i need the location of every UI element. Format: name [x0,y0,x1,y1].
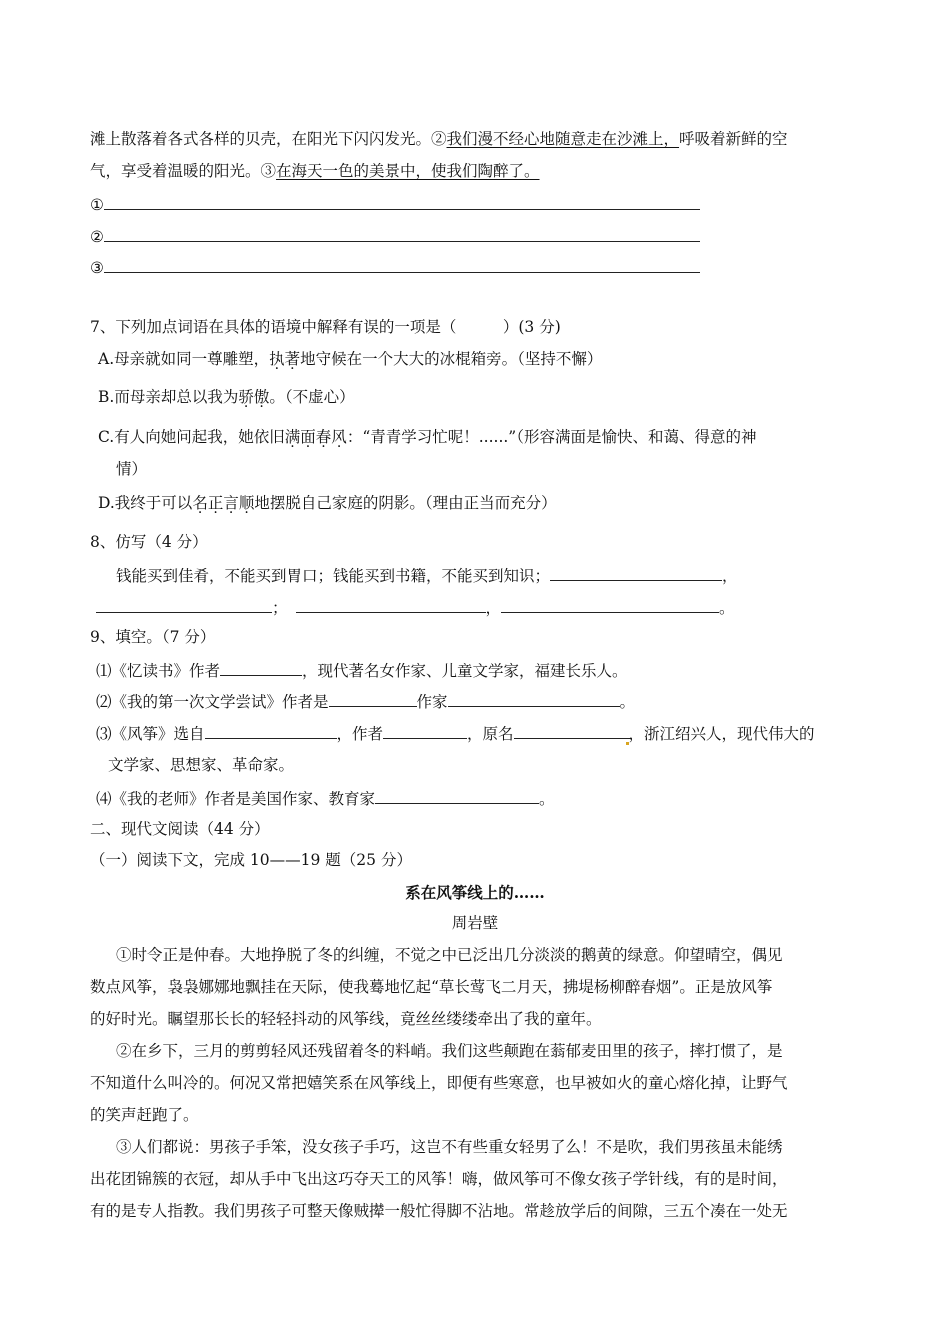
dotted-char: 满 [284,428,301,446]
fill-blank[interactable] [383,722,467,739]
punct: ， [722,567,738,585]
q9-item-3-cont: 文学家、思想家、革命家。 [108,756,295,774]
q9-item-1 [96,659,628,682]
option-text: ：“青青学习忙呢！......”（形容满面是愉快、和蔼、得意的神 [346,428,757,446]
q9-text: ，浙江绍兴人，现代伟大的 [628,725,815,743]
q7-option-d [98,492,557,514]
punct: ； [272,599,288,617]
para-3-line: ③人们都说：男孩子手笨，没女孩子手巧，这岂不有些重女轻男了么！不是吹，我们男孩虽未能绣 [116,1138,783,1156]
q6-answer-2 [90,225,700,248]
q9-stem: 9、填空。（7 分） [90,628,216,646]
option-text: 地摆脱自己家庭的阴影。（理由正当而充分） [254,494,557,512]
q7-option-c [98,426,756,448]
reading-instruction: （一）阅读下文，完成 10——19 题（25 分） [90,851,412,869]
para-1-line: ①时令正是仲春。大地挣脱了冬的纠缠，不觉之中已泛出几分淡淡的鹅黄的绿意。仰望晴空，偶见 [116,946,783,964]
q6-line2 [90,160,540,182]
para-2-line: 不知道什么叫冷的。何况又常把嬉笑系在风筝线上，即便有些寒意，也早被如火的童心熔化掉，让野气 [90,1074,788,1092]
answer-blank[interactable] [104,193,700,210]
q9-item-4 [96,787,555,810]
option-text: B.而母亲却总以我为 [98,388,239,406]
answer-number: ① [90,196,104,214]
q8-line2 [96,596,735,619]
dotted-char: 名 [192,494,208,512]
q9-text: 。 [539,790,555,808]
q9-text: ，作者 [336,725,384,743]
q8-stem: 8、仿写（4 分） [90,533,208,551]
dotted-char: 风 [331,428,347,446]
fill-blank[interactable] [220,659,302,676]
punct: 。 [719,599,735,617]
fill-blank[interactable] [375,787,539,804]
q9-item-3 [96,722,815,745]
para-3-line: 有的是专人指教。我们男孩子可整天像贼撵一般忙得脚不沾地。常趁放学后的间隙，三五个凑在一处无 [90,1202,788,1220]
q9-text: ⑴《忆读书》作者 [96,662,221,680]
q6-underlined-sentence-3: 在海天一色的美景中，使我们陶醉了。 [276,162,540,180]
option-text: C.有人向她问起我，她依旧 [98,428,285,446]
para-2-line: 的笑声赶跑了。 [90,1106,199,1124]
imitation-blank[interactable] [296,596,486,613]
option-text: D.我终于可以 [98,494,193,512]
q7-stem: 7、下列加点词语在具体的语境中解释有误的一项是（ ）(3 分) [90,318,561,336]
dotted-char: 正 [207,494,224,512]
dotted-char: 执 [269,350,285,368]
q7-option-c-cont: 情） [116,460,148,478]
q7-option-a [98,348,602,370]
q6-text: 气，享受着温暖的阳光。③ [90,162,277,180]
dotted-char: 骄 [238,388,254,406]
q6-answer-1 [90,193,700,216]
answer-blank[interactable] [104,256,700,273]
imitation-blank[interactable] [501,596,719,613]
q7-option-b [98,386,355,408]
dotted-char: 顺 [238,494,255,512]
fill-blank[interactable] [329,690,417,707]
q9-text: ，原名 [467,725,514,743]
imitation-blank[interactable] [96,596,272,613]
article-title: 系在风筝线上的…… [405,883,545,902]
dotted-char: 春 [315,428,332,446]
q9-item-2 [96,690,635,713]
para-1-line: 数点风筝，袅袅娜娜地飘挂在天际，使我蓦地忆起“草长莺飞二月天，拂堤杨柳醉春烟”。正是放风筝 [90,978,773,996]
q9-text: ，现代著名女作家、儿童文学家，福建长乐人。 [302,662,628,680]
para-3-line: 出花团锦簇的衣冠，却从手中飞出这巧夺天工的风筝！嗨，做风筝可不像女孩子学针线，有的是时间， [90,1170,788,1188]
answer-number: ② [90,228,104,246]
q9-text: ⑷《我的老师》作者是美国作家、教育家 [96,790,376,808]
q6-line1 [90,128,788,150]
q8-line1 [116,564,738,587]
q9-text: ⑶《风筝》选自 [96,725,205,743]
dotted-char: 言 [223,494,239,512]
option-text: 。（不虚心） [269,388,355,406]
answer-number: ③ [90,259,104,277]
q6-answer-3 [90,256,700,279]
fill-blank[interactable] [205,722,337,739]
option-text: 地守候在一个大大的冰棍箱旁。（坚持不懈） [300,350,603,368]
fill-blank[interactable] [514,722,630,739]
fill-blank[interactable] [448,690,620,707]
q6-underlined-sentence-2: 我们漫不经心地随意走在沙滩上， [446,130,680,148]
answer-blank[interactable] [104,225,700,242]
q9-text: 。 [619,693,636,711]
article-author: 周岩壁 [451,914,499,932]
imitation-blank[interactable] [550,564,722,581]
option-text: A.母亲就如同一尊雕塑， [98,350,270,368]
dotted-char: 著 [284,350,301,368]
q9-text: 作家 [416,693,448,711]
punct: ， [485,599,502,617]
q6-text: 呼吸着新鲜的空 [679,130,788,148]
q6-text: 滩上散落着各式各样的贝壳，在阳光下闪闪发光。② [90,130,447,148]
dotted-char: 面 [300,428,316,446]
q8-text: 钱能买到佳肴，不能买到胃口；钱能买到书籍，不能买到知识； [116,567,551,585]
dotted-char: 傲 [253,388,270,406]
q9-text: ⑵《我的第一次文学尝试》作者是 [96,693,329,711]
para-2-line: ②在乡下，三月的剪剪轻风还残留着冬的料峭。我们这些颠跑在蓊郁麦田里的孩子，摔打惯了，是 [116,1042,783,1060]
section-heading: 二、现代文阅读（44 分） [90,820,270,838]
para-1-line: 的好时光。瞩望那长长的轻轻抖动的风筝线，竟丝丝缕缕牵出了我的童年。 [90,1010,602,1028]
